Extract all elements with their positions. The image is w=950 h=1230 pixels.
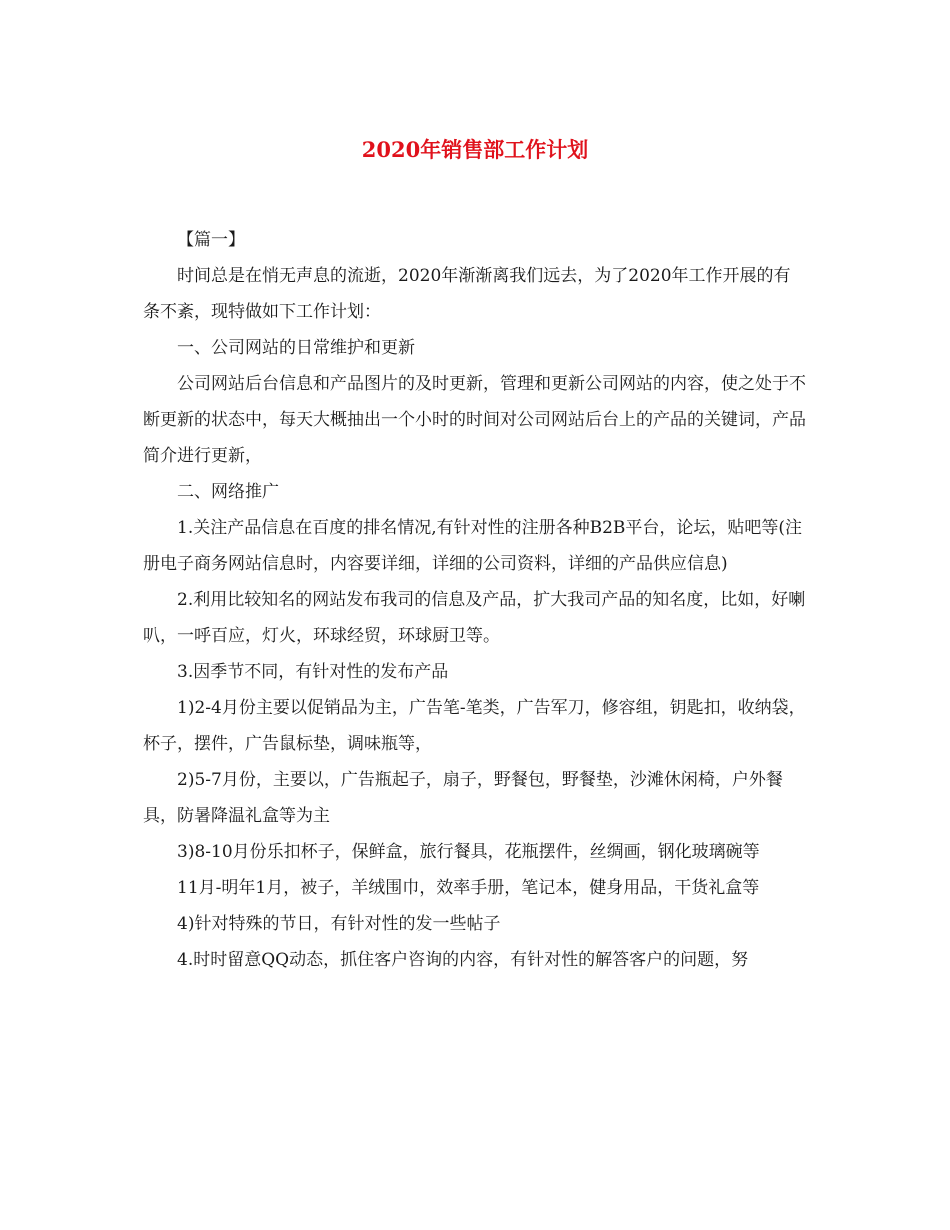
paragraph: 时间总是在悄无声息的流逝，2020年渐渐离我们远去，为了2020年工作开展的有条不紊，现特做如下工作计划： — [143, 266, 791, 322]
paragraph: 公司网站后台信息和产品图片的及时更新，管理和更新公司网站的内容，使之处于不断更新的状态中，每天大概抽出一个小时的时间对公司网站后台上的产品的关键词，产品简介进行更新， — [143, 374, 806, 466]
paragraph: 11月-明年1月，被子，羊绒围巾，效率手册，笔记本，健身用品，干货礼盒等 — [177, 878, 760, 898]
paragraph: 4.时时留意QQ动态，抓住客户咨询的内容，有针对性的解答客户的问题，努 — [177, 950, 749, 970]
paragraph: 1)2-4月份主要以促销品为主，广告笔-笔类，广告军刀，修容组，钥匙扣，收纳袋，杯子，摆件，广告鼠标垫，调味瓶等， — [143, 698, 806, 754]
section-heading: 【篇一】 — [177, 230, 245, 250]
paragraph: 3.因季节不同，有针对性的发布产品 — [177, 662, 449, 682]
section-heading: 一、公司网站的日常维护和更新 — [177, 338, 415, 358]
document-body — [143, 222, 807, 978]
section-heading: 二、网络推广 — [177, 482, 279, 502]
paragraph: 4)针对特殊的节日，有针对性的发一些帖子 — [177, 914, 501, 934]
paragraph: 1.关注产品信息在百度的排名情况,有针对性的注册各种B2B平台，论坛，贴吧等(注册电子商务网站信息时，内容要详细，详细的公司资料，详细的产品供应信息) — [143, 518, 803, 574]
paragraph: 3)8-10月份乐扣杯子，保鲜盒，旅行餐具，花瓶摆件，丝绸画，钢化玻璃碗等 — [177, 842, 760, 862]
document-title: 2020年销售部工作计划 — [361, 137, 589, 162]
paragraph: 2)5-7月份，主要以，广告瓶起子，扇子，野餐包，野餐垫，沙滩休闲椅，户外餐具，防暑降温礼盒等为主 — [143, 770, 783, 826]
paragraph: 2.利用比较知名的网站发布我司的信息及产品，扩大我司产品的知名度，比如，好喇叭，一呼百应，灯火，环球经贸，环球厨卫等。 — [143, 590, 806, 646]
